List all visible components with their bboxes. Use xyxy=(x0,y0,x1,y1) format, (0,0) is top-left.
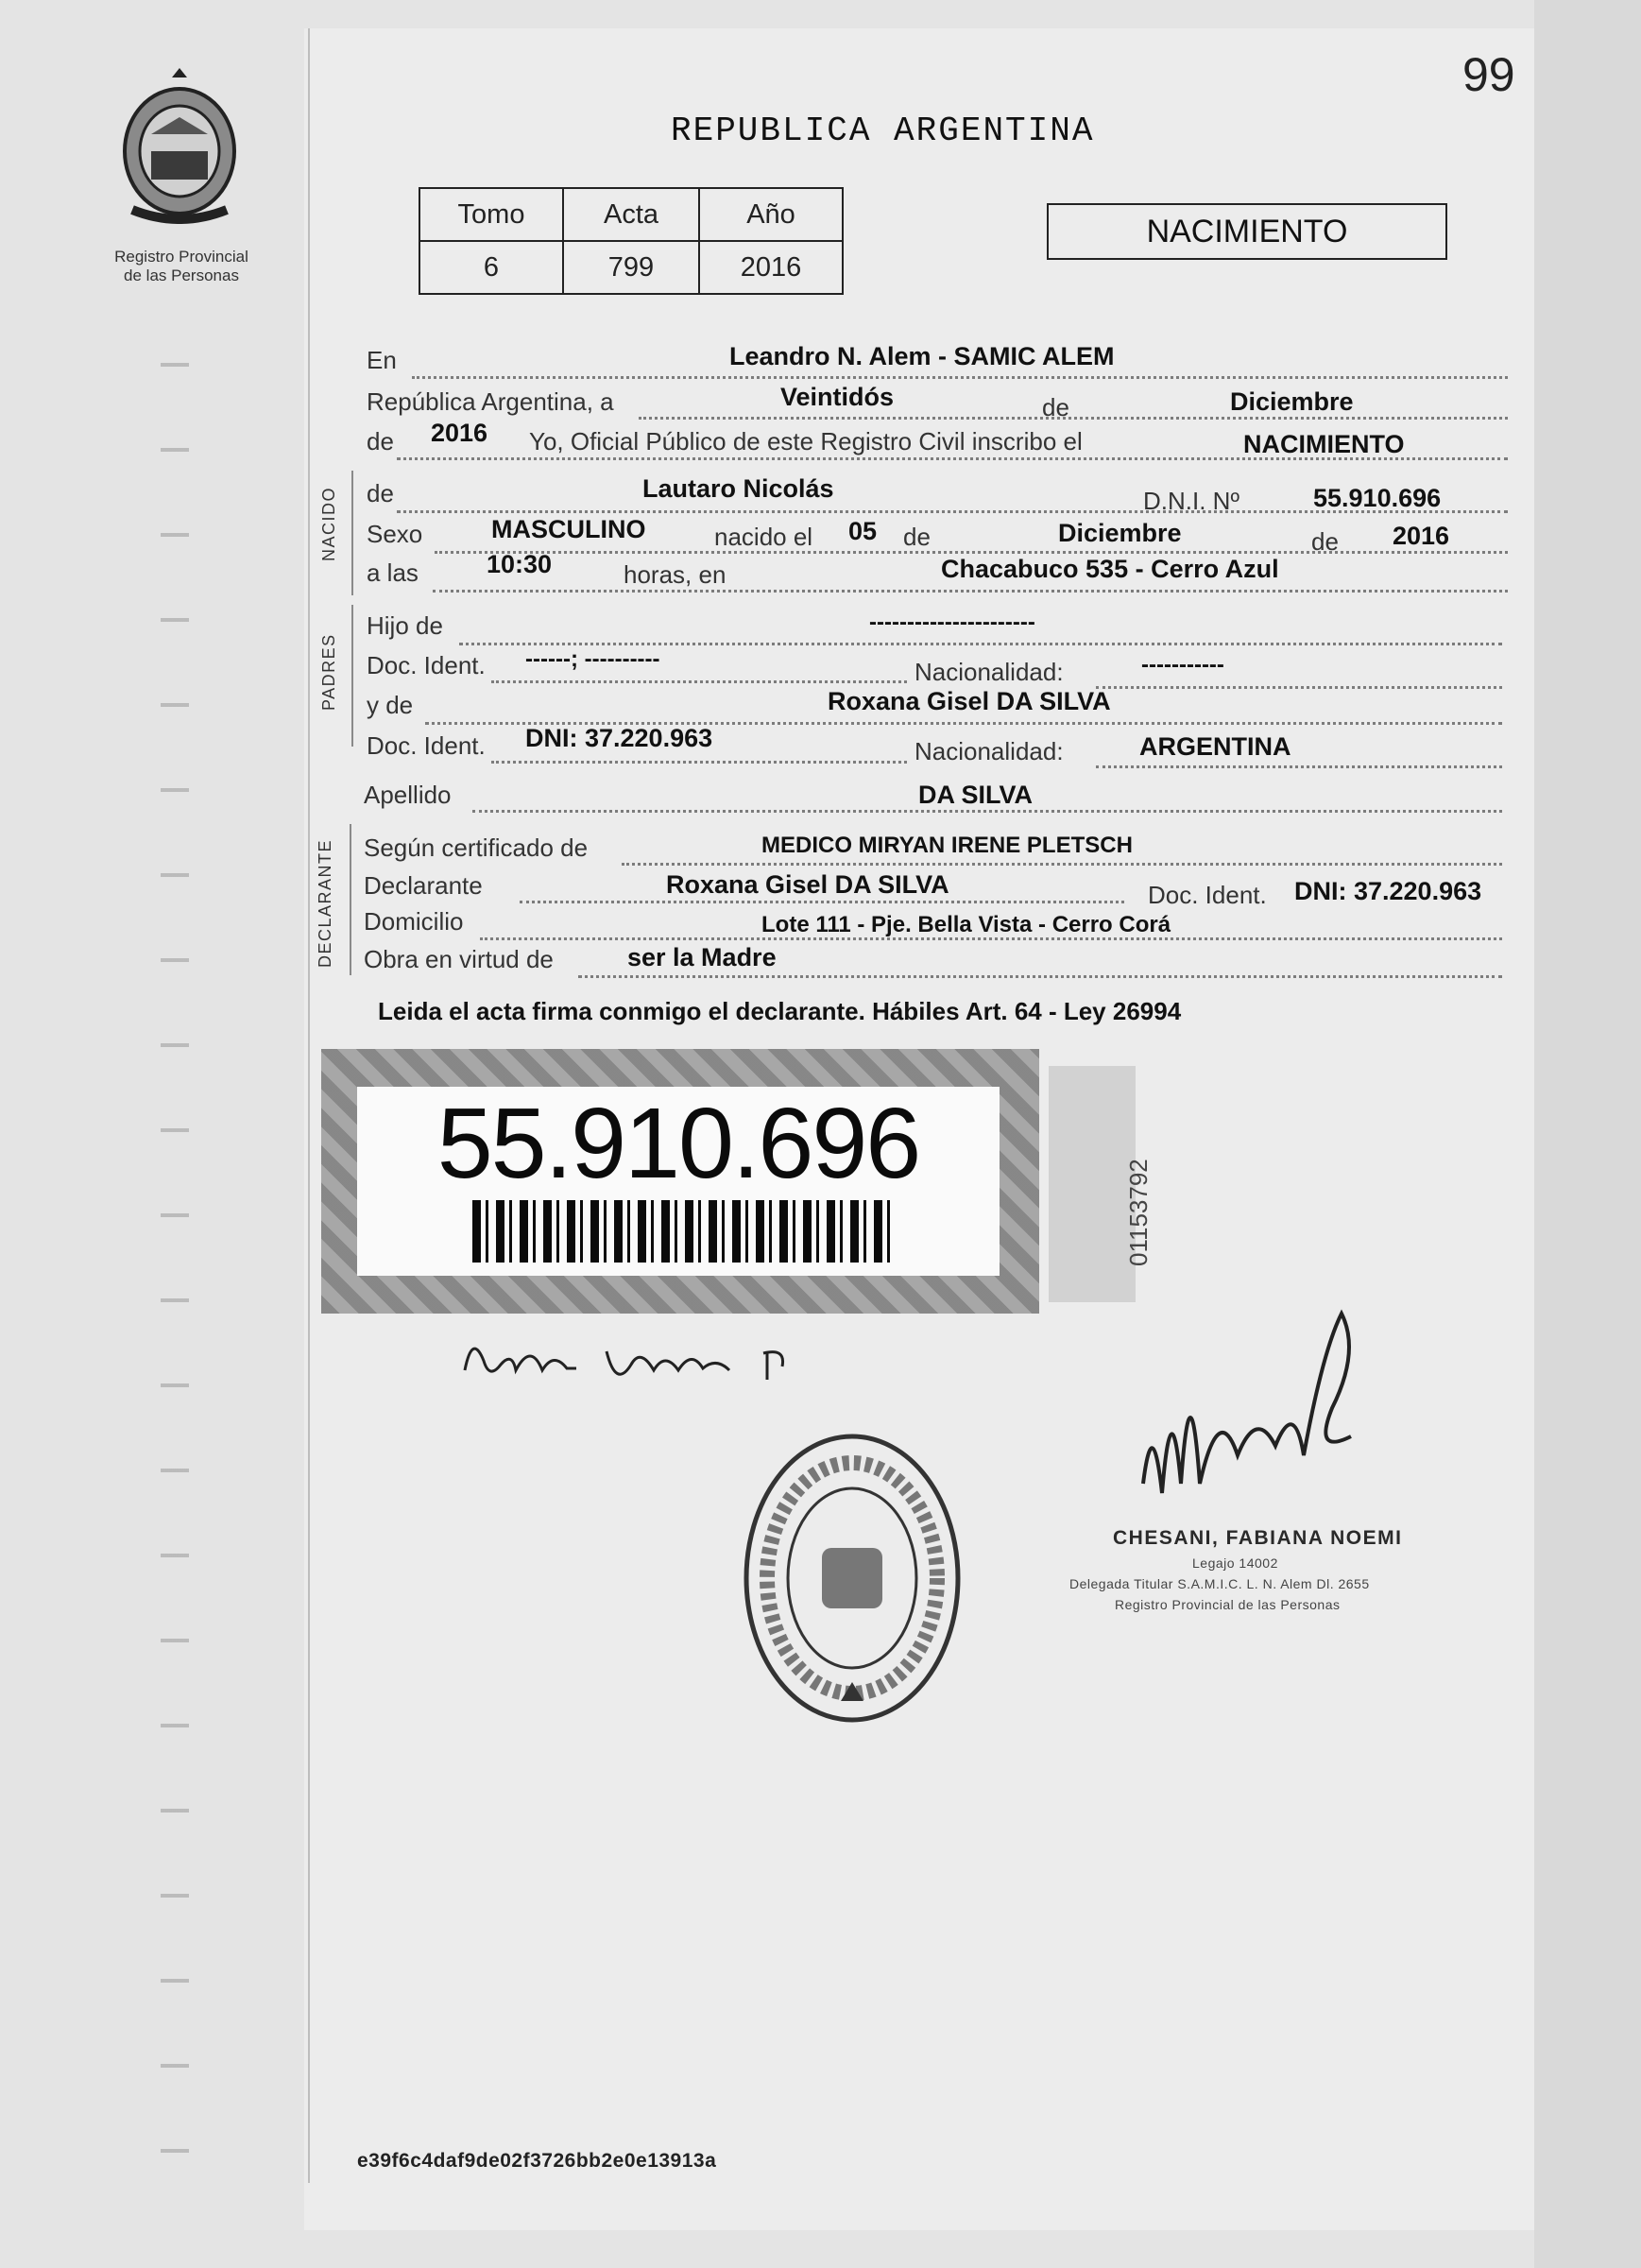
dotted-rule xyxy=(639,417,1508,420)
doc-ident-label: Doc. Ident. xyxy=(1148,881,1267,909)
dotted-rule xyxy=(491,761,907,764)
doc-ident-label: Doc. Ident. xyxy=(367,651,486,679)
registration-place: Leandro N. Alem - SAMIC ALEM xyxy=(729,342,1115,370)
declarant-doc: DNI: 37.220.963 xyxy=(1294,877,1482,905)
apellido-label: Apellido xyxy=(364,781,452,809)
birth-day: 05 xyxy=(848,517,878,545)
born-sex: MASCULINO xyxy=(491,515,646,543)
mother-nationality: ARGENTINA xyxy=(1139,732,1291,761)
surname-value: DA SILVA xyxy=(918,781,1033,809)
reference-table xyxy=(419,187,844,295)
birth-month: Diciembre xyxy=(1058,519,1182,547)
nacionalidad-label: Nacionalidad: xyxy=(915,737,1064,765)
y-de-label: y de xyxy=(367,691,414,719)
stamp-dni-number: 55.910.696 xyxy=(436,1088,920,1199)
nacionalidad-label: Nacionalidad: xyxy=(915,658,1064,686)
registry-logo-caption: Registro Provincial de las Personas xyxy=(114,248,248,284)
official-round-seal xyxy=(739,1427,966,1729)
father-nationality: ----------- xyxy=(1141,652,1224,678)
dotted-rule xyxy=(433,590,1508,593)
born-name: Lautaro Nicolás xyxy=(642,474,834,503)
de-label: de xyxy=(1311,527,1339,556)
reference-header-tomo: Tomo xyxy=(419,188,563,241)
declarant-capacity: ser la Madre xyxy=(627,943,777,971)
certificate-source: MEDICO MIRYAN IRENE PLETSCH xyxy=(761,833,1133,858)
reference-header-acta: Acta xyxy=(563,188,699,241)
registration-act-type: NACIMIENTO xyxy=(1243,430,1405,458)
official-registry: Registro Provincial de las Personas xyxy=(1115,1597,1341,1612)
dotted-rule xyxy=(1096,765,1502,768)
page-edge-shadow xyxy=(1534,0,1641,2268)
stamp-barcode xyxy=(472,1200,897,1263)
dotted-rule xyxy=(435,551,1508,554)
segun-certificado-label: Según certificado de xyxy=(364,833,589,862)
document-title: REPUBLICA ARGENTINA xyxy=(671,112,1095,150)
father-name: ---------------------- xyxy=(869,610,1035,635)
registration-year: 2016 xyxy=(431,419,488,447)
official-name: CHESANI, FABIANA NOEMI xyxy=(1113,1527,1403,1549)
official-handwritten-signature xyxy=(1124,1295,1370,1521)
de-label: de xyxy=(367,427,394,455)
reference-header-anio: Año xyxy=(699,188,843,241)
officer-text: Yo, Oficial Público de este Registro Civil inscribo el xyxy=(529,427,1083,455)
hijo-de-label: Hijo de xyxy=(367,611,443,640)
declarant-address: Lote 111 - Pje. Bella Vista - Cerro Corá xyxy=(761,912,1171,937)
mother-doc: DNI: 37.220.963 xyxy=(525,724,713,752)
registration-day: Veintidós xyxy=(780,383,895,411)
reference-header-row xyxy=(419,188,843,241)
birth-year: 2016 xyxy=(1393,522,1450,550)
stamp-side-strip xyxy=(1049,1066,1136,1302)
a-las-label: a las xyxy=(367,558,419,587)
mother-name: Roxana Gisel DA SILVA xyxy=(828,687,1111,715)
section-divider xyxy=(351,471,353,595)
nacido-label: nacido el xyxy=(714,523,813,551)
reference-value-anio: 2016 xyxy=(699,241,843,294)
dotted-rule xyxy=(491,680,907,683)
dotted-rule xyxy=(459,643,1502,645)
page-margin-line xyxy=(308,28,310,2183)
dotted-rule xyxy=(412,376,1508,379)
father-doc: ------; ---------- xyxy=(525,646,660,672)
official-role: Delegada Titular S.A.M.I.C. L. N. Alem Dl. 2655 xyxy=(1069,1576,1370,1591)
document-hash: e39f6c4daf9de02f3726bb2e0e13913a xyxy=(357,2150,717,2172)
record-type-box: NACIMIENTO xyxy=(1047,203,1447,260)
birth-place: Chacabuco 535 - Cerro Azul xyxy=(941,555,1279,583)
dni-label: D.N.I. Nº xyxy=(1143,487,1239,515)
reference-value-acta: 799 xyxy=(563,241,699,294)
dotted-rule xyxy=(622,863,1502,866)
republic-label: República Argentina, a xyxy=(367,387,614,416)
birth-time: 10:30 xyxy=(487,550,553,578)
closing-statement: Leida el acta firma conmigo el declarante. Hábiles Art. 64 - Ley 26994 xyxy=(378,997,1182,1025)
section-divider xyxy=(350,824,351,975)
official-legajo: Legajo 14002 xyxy=(1192,1555,1278,1571)
declarant-name: Roxana Gisel DA SILVA xyxy=(666,870,949,899)
de-label: de xyxy=(1042,393,1069,421)
doc-ident-label: Doc. Ident. xyxy=(367,731,486,760)
dotted-rule xyxy=(472,810,1502,813)
section-divider xyxy=(351,605,353,747)
en-label: En xyxy=(367,346,397,374)
stamp-serial-number: 01153792 xyxy=(1124,1159,1153,1266)
provincial-shield-logo xyxy=(113,68,246,224)
registration-month: Diciembre xyxy=(1230,387,1354,416)
declarante-label: Declarante xyxy=(364,871,483,900)
page-number: 99 xyxy=(1462,48,1515,101)
section-label-declarante: DECLARANTE xyxy=(316,838,334,968)
de-label: de xyxy=(367,479,394,507)
reference-value-tomo: 6 xyxy=(419,241,563,294)
domicilio-label: Domicilio xyxy=(364,907,464,936)
declarant-handwritten-signature xyxy=(455,1323,871,1389)
dotted-rule xyxy=(1096,686,1502,689)
section-label-nacido: NACIDO xyxy=(319,486,338,561)
margin-speckle xyxy=(161,331,189,2174)
sexo-label: Sexo xyxy=(367,520,423,548)
obra-en-virtud-label: Obra en virtud de xyxy=(364,945,554,973)
born-dni: 55.910.696 xyxy=(1313,484,1442,512)
reference-value-row xyxy=(419,241,843,294)
horas-label: horas, en xyxy=(624,560,726,589)
dotted-rule xyxy=(578,975,1502,978)
section-label-padres: PADRES xyxy=(319,633,338,711)
de-label: de xyxy=(903,523,931,551)
dotted-rule xyxy=(520,901,1124,903)
